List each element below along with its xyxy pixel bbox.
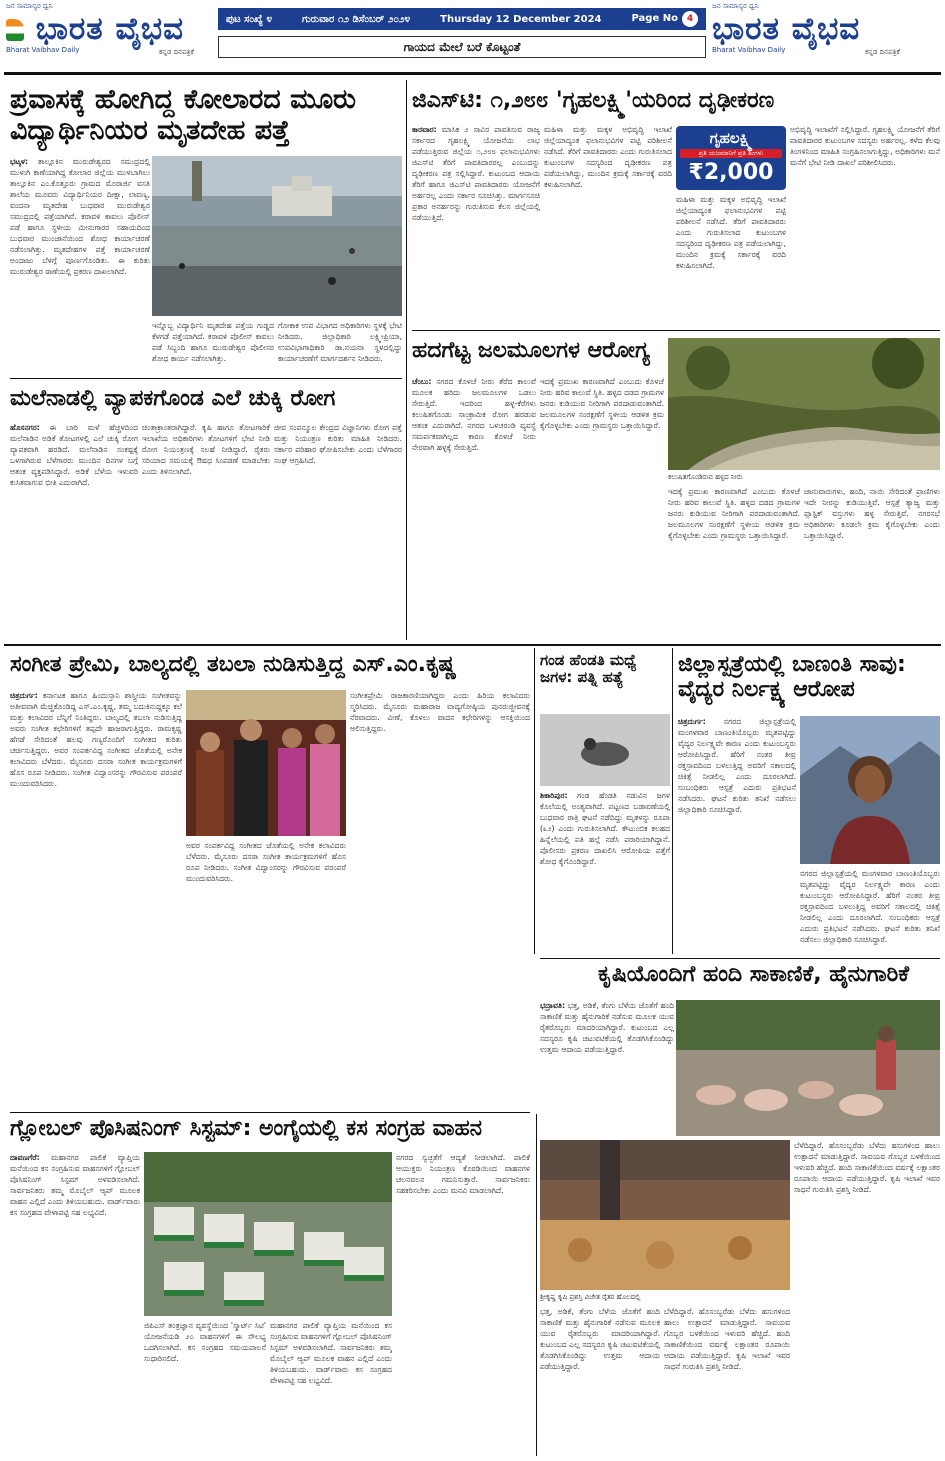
headline-musician: ಸಂಗೀತ ಪ್ರೇಮಿ, ಬಾಲ್ಯದಲ್ಲಿ ತಬಲಾ ನುಡಿಸುತ್ತಿದ್ದ ಎಸ್.ಎಂ.ಕೃಷ್ಣ — [10, 652, 457, 677]
promo-amount: ₹2,000 — [688, 160, 774, 185]
issue-metabar — [218, 8, 706, 30]
masthead-logo-right: ಜನ ಸಾಮಾನ್ಯರ ಧ್ವನಿ ಭಾರತ ವೈಭವ Bharat Vaibhav Daily ಕನ್ನಡ ದಿನಪತ್ರಿಕೆ — [712, 2, 900, 56]
article-body-water-2: ಇದಕ್ಕೆ ಪ್ರಮುಖ ಕಾರಣವಾಗಿದೆ ಎಂಬುದು ಕೊಳಚೆ ನೀರು ಹರಿವ ಕಾಲುವೆ ಸ್ಥಿತಿ. ಹಳ್ಳದ ದಡದ ಗ್ರಾಮಗಳ ಜನರು ಕುಡಿಯುವ ನೀರಿಗಾಗಿ ಪರದಾಡುವಂತಾಗಿದೆ. ಜಲಮೂಲಗಳ ಸಂರಕ್ಷಣೆಗೆ ಸ್ಥಳೀಯ ಆಡಳಿತ ಕ್ರಮ ಕೈಗೊಳ್ಳಬೇಕು ಎಂದು ಗ್ರಾಮಸ್ಥರು ಒತ್ತಾಯಿಸಿದ್ದಾರೆ. — [540, 377, 664, 430]
crime-scene-photo — [540, 714, 670, 786]
section-rule — [4, 644, 941, 646]
headline-gst: ಜಿಎಸ್‌ಟಿ: ೧,೨೮೮ 'ಗೃಹಲಕ್ಷ್ಮಿ'ಯರಿಂದ ದೃಢೀಕರಣ — [412, 88, 775, 113]
section-rule — [10, 378, 402, 379]
masthead-logo-left — [6, 4, 196, 62]
headline-malenadu: ಮಲೆನಾಡಲ್ಲಿ ವ್ಯಾಪಕಗೊಂಡ ಎಲೆ ಚುಕ್ಕಿ ರೋಗ — [10, 386, 336, 411]
article-body-hospital-2: ನಗರದ ಜಿಲ್ಲಾಸ್ಪತ್ರೆಯಲ್ಲಿ ಮಂಗಳವಾರ ಬಾಣಂತಿಯೊಬ್ಬರು ಮೃತಪಟ್ಟಿದ್ದು ವೈದ್ಯರ ನಿರ್ಲಕ್ಷ್ಯವೇ ಕಾರಣ ಎಂದು ಕುಟುಂಬಸ್ಥರು ಆರೋಪಿಸಿದ್ದಾರೆ. ಹೆರಿಗೆ ನಂತರ ತೀವ್ರ ರಕ್ತಸ್ರಾವದಿಂದ ಬಳಲುತ್ತಿದ್ದ ಅವರಿಗೆ ಸಕಾಲದಲ್ಲಿ ಚಿಕಿತ್ಸೆ ನೀಡಲಿಲ್ಲ ಎಂದು ದೂರಲಾಗಿದೆ. ಸಂಬಂಧಿಕರು ಆಸ್ಪತ್ರೆ ಎದುರು ಪ್ರತಿಭಟನೆ ನಡೆಸಿದರು. ಘಟನೆ ಕುರಿತು ತನಿಖೆ ನಡೆಸಲು ಜಿಲ್ಲಾಧಿಕಾರಿ ಸೂಚಿಸಿದ್ದಾರೆ. — [800, 869, 940, 944]
section-rule — [540, 958, 940, 959]
headline-pig: ಕೃಷಿಯೊಂದಿಗೆ ಹಂದಿ ಸಾಕಾಣಿಕೆ, ಹೈನುಗಾರಿಕೆ — [598, 962, 909, 987]
musician-photo — [186, 690, 346, 836]
article-body-malenadu: ಹೊಸನಗರ: ಈ ಬಾರಿ ಮಳೆ ಹೆಚ್ಚಳದಿಂದ ಮಲೆನಾಡಿನ ಅಡಿಕೆ ತೋಟಗಳಲ್ಲಿ ಎಲೆ ಚುಕ್ಕಿ ರೋಗ ವ್ಯಾಪಕವಾಗಿ ಹರಡಿದೆ. ಮಲೆನಾಡಿನ ಸಂಕಷ್ಟಕ್ಕೆ ಒಳಗಾಗಿರುವ ಬೆಳೆಗಾರರು ಮುಂದಿನ ದಿನಗಳ ಬಗ್ಗೆ ಆತಂಕ ವ್ಯಕ್ತಪಡಿಸಿದ್ದಾರೆ. ಅಡಿಕೆ ಬೆಳೆಯ ಇಳುವರಿ ಕುಸಿತವಾಗುವ ಭೀತಿ ಎದುರಾಗಿದೆ. — [10, 423, 138, 487]
article-body-gst-2: ಮಹಿಳಾ ಮತ್ತು ಮಕ್ಕಳ ಅಭಿವೃದ್ಧಿ ಇಲಾಖೆ ಜಿಲ್ಲೆಯಾದ್ಯಂತ ಫಲಾನುಭವಿಗಳ ಪಟ್ಟಿ ಪರಿಶೀಲನೆ ನಡೆಸಿದೆ. ತೆರಿಗೆ ಪಾವತಿದಾರರು ಎಂದು ಗುರುತಿಸಲಾದ ಕುಟುಂಬಗಳ ಸದಸ್ಯರಿಂದ ದೃಢೀಕರಣ ಪತ್ರ ಪಡೆಯಲಾಗಿದ್ದು, ಮುಂದಿನ ಕ್ರಮಕ್ಕೆ ಸರ್ಕಾರಕ್ಕೆ ವರದಿ ಕಳುಹಿಸಲಾಗಿದೆ. — [544, 125, 672, 189]
page-indicator: Page No 4 — [631, 11, 697, 27]
article-body-water-3a: ಇದಕ್ಕೆ ಪ್ರಮುಖ ಕಾರಣವಾಗಿದೆ ಎಂಬುದು ಕೊಳಚೆ ನೀರು ಹರಿವ ಕಾಲುವೆ ಸ್ಥಿತಿ. ಹಳ್ಳದ ದಡದ ಗ್ರಾಮಗಳ ಜನರು ಕುಡಿಯುವ ನೀರಿಗಾಗಿ ಪರದಾಡುವಂತಾಗಿದೆ. ಜಲಮೂಲಗಳ ಸಂರಕ್ಷಣೆಗೆ ಸ್ಥಳೀಯ ಆಡಳಿತ ಕ್ರಮ ಕೈಗೊಳ್ಳಬೇಕು ಎಂದು ಗ್ರಾಮಸ್ಥರು ಒತ್ತಾಯಿಸಿದ್ದಾರೆ. — [668, 487, 800, 540]
article-body-gst-3a: ಮಹಿಳಾ ಮತ್ತು ಮಕ್ಕಳ ಅಭಿವೃದ್ಧಿ ಇಲಾಖೆ ಜಿಲ್ಲೆಯಾದ್ಯಂತ ಫಲಾನುಭವಿಗಳ ಪಟ್ಟಿ ಪರಿಶೀಲನೆ ನಡೆಸಿದೆ. ತೆರಿಗೆ ಪಾವತಿದಾರರು ಎಂದು ಗುರುತಿಸಲಾದ ಕುಟುಂಬಗಳ ಸದಸ್ಯರಿಂದ ದೃಢೀಕರಣ ಪತ್ರ ಪಡೆಯಲಾಗಿದ್ದು, ಮುಂದಿನ ಕ್ರಮಕ್ಕೆ ಸರ್ಕಾರಕ್ಕೆ ವರದಿ ಕಳುಹಿಸಲಾಗಿದೆ. — [676, 195, 786, 270]
logo-region: ಕನ್ನಡ ದಿನಪತ್ರಿಕೆ — [158, 48, 194, 56]
headline-gps: ಗ್ಲೋಬಲ್ ಪೊಸಿಷನಿಂಗ್ ಸಿಸ್ಟಮ್: ಅಂಗೈಯಲ್ಲಿ ಕಸ ಸಂಗ್ರಹ ವಾಹನ — [10, 1116, 482, 1141]
article-body-water-3: ಜಾನುವಾರುಗಳು, ಹಂದಿ, ನಾಯಿ ಸೇರಿದಂತೆ ಪ್ರಾಣಿಗಳು ಇದೇ ನೀರನ್ನು ಕುಡಿಯುತ್ತಿವೆ. ಆಸ್ಪತ್ರೆ ತ್ಯಾಜ್ಯ ಮತ್ತು ಪ್ಲಾಸ್ಟಿಕ್ ವಸ್ತುಗಳು ಹಳ್ಳ ಸೇರುತ್ತಿವೆ. ನಗರಸಭೆ ಅಧಿಕಾರಿಗಳು ಕೂಡಲೇ ಕ್ರಮ ಕೈಗೊಳ್ಳಬೇಕು ಎಂದು ಒತ್ತಾಯಿಸಿದ್ದಾರೆ. — [804, 487, 940, 540]
article-body-gps-2: ಜಿಪಿಎಸ್ ತಂತ್ರಜ್ಞಾನ ವ್ಯವಸ್ಥೆಯಿಂದ 'ಸ್ಮಾರ್ಟ್ ಸಿಟಿ' ಯೋಜನೆಯಡಿ ೨೦ ವಾಹನಗಳಿಗೆ ಈ ಸೌಲಭ್ಯ ಒದಗಿಸಲಾಗಿದೆ. ಕಸ ಸಂಗ್ರಹದ ಸಮಯಪಾಲನೆ ಸುಧಾರಿಸಲಿದೆ. — [144, 1321, 266, 1363]
issue-label: ಪುಟ ಸಂಖ್ಯೆ ೪ — [226, 13, 273, 25]
article-body-water: ಚೆಂಬು: ಸಗರದ ಕೊಳಚೆ ನೀರು ತೆರೆದ ಕಾಲುವೆ ಮೂಲಕ ಹರಿದು ಜಲಮೂಲಗಳ ಒಡಲು ಸೇರುತ್ತಿದೆ. ಇದರಿಂದ ಹಳ್ಳ-ಕೆರೆಗಳು ಕಲುಷಿತಗೊಂಡು ಸಾಂಕ್ರಾಮಿಕ ರೋಗ ಹರಡುವ ಆತಂಕ ಎದುರಾಗಿದೆ. ನಗರದ ಒಳಚರಂಡಿ ವ್ಯವಸ್ಥೆ ಸಮರ್ಪಕವಾಗಿಲ್ಲದ ಕಾರಣ ಕೊಳಚೆ ನೀರು ನೇರವಾಗಿ ಹಳ್ಳಕ್ಕೆ ಸೇರುತ್ತಿದೆ. — [412, 377, 536, 452]
section-rule — [412, 330, 940, 331]
promo-title: ಗೃಹಲಕ್ಷ್ಮಿ — [709, 129, 753, 147]
column-divider — [536, 1114, 537, 1456]
article-body-kolar-2: ಇನ್ನೊಬ್ಬ ವಿದ್ಯಾರ್ಥಿನಿ ಮೃತದೇಹ ಪತ್ತೆಯ ಗುಡ್ಡದ ಕೆಳಗಡೆ ಪತ್ತೆಯಾಗಿದೆ. ಕರಾವಳಿ ಪೊಲೀಸ್ ಕಾವಲು ಪಡೆ ಸಿಬ್ಬಂದಿ ಹಾಗೂ ಮುರುಡೇಶ್ವರ ಪೊಲೀಸರ ಶೋಧ ಕಾರ್ಯ ನಡೆಸಲಾಗಿತ್ತು. — [152, 321, 274, 363]
article-body-pig-2: ಭತ್ತ, ಅಡಿಕೆ, ತೆಂಗು ಬೆಳೆಯ ಜೊತೆಗೆ ಹಂದಿ ಸಾಕಾಣಿಕೆ ಮತ್ತು ಹೈನುಗಾರಿಕೆ ನಡೆಸುವ ಮೂಲಕ ಯುವ ರೈತರೊಬ್ಬರು ಮಾದರಿಯಾಗಿದ್ದಾರೆ. ಕುಟುಂಬದ ಎಲ್ಲ ಸದಸ್ಯರೂ ಕೃಷಿ ಚಟುವಟಿಕೆಯಲ್ಲಿ ತೊಡಗಿಸಿಕೊಂಡಿದ್ದು ಉತ್ತಮ ಆದಾಯ ಪಡೆಯುತ್ತಿದ್ದಾರೆ. — [540, 1307, 660, 1371]
column-divider — [534, 648, 535, 954]
logo-title: ಭಾರತ ವೈಭವ — [6, 11, 196, 48]
article-body-musician-2: ಅವರ ಸಂಪರ್ಕವಿದ್ದ ಸಂಗೀತದ ಜೊತೆಯಲ್ಲಿ ಅನೇಕ ಕಲಾವಿದರು ಬೆಳೆದರು. ಮೈಸೂರು ದಸರಾ ಸಂಗೀತ ಕಾರ್ಯಕ್ರಮಗಳಿಗೆ ಹೊಸ ರೂಪ ನೀಡಿದರು. ಸಂಗೀತ ವಿದ್ವಾಂಸರನ್ನು ಗೌರವಿಸುವ ಪರಂಪರೆ ಮುಂದುವರಿಸಿದರು. — [186, 841, 346, 883]
headline-kolar: ಪ್ರವಾಸಕ್ಕೆ ಹೋಗಿದ್ದ ಕೋಲಾರದ ಮೂರು ವಿದ್ಯಾರ್ಥಿನಿಯರ ಮೃತದೇಹ ಪತ್ತೆ — [10, 84, 356, 147]
article-body-gps: ದಾವಣಗೆರೆ: ಮಹಾನಗರ ಪಾಲಿಕೆ ವ್ಯಾಪ್ತಿಯ ಮನೆಯಿಂದ ಕಸ ಸಂಗ್ರಹಿಸುವ ವಾಹನಗಳಿಗೆ ಗ್ಲೋಬಲ್ ಪೊಸಿಷನಿಂಗ್ ಸಿಸ್ಟಮ್ ಅಳವಡಿಸಲಾಗಿದೆ. ಸಾರ್ವಜನಿಕರು ತಮ್ಮ ಮೊಬೈಲ್ ಆ್ಯಪ್ ಮೂಲಕ ವಾಹನ ಎಲ್ಲಿದೆ ಎಂದು ತಿಳಿಯಬಹುದು. ವಾರ್ಡ್‌ವಾರು ಕಸ ಸಂಗ್ರಹದ ವೇಳಾಪಟ್ಟಿ ಸಹ ಲಭ್ಯವಿದೆ. — [10, 1153, 140, 1217]
headline-hospital: ಜಿಲ್ಲಾಸ್ಪತ್ರೆಯಲ್ಲಿ ಬಾಣಂತಿ ಸಾವು: ವೈದ್ಯರ ನಿರ್ಲಕ್ಷ್ಯ ಆರೋಪ — [678, 652, 906, 703]
woman-portrait — [800, 716, 940, 864]
caption-water: ಕಲುಷಿತಗೊಂಡಿರುವ ಹಳ್ಳದ ನೀರು — [668, 473, 743, 481]
stream-photo — [668, 338, 940, 470]
headline-water: ಹದಗೆಟ್ಟ ಜಲಮೂಲಗಳ ಆರೋಗ್ಯ — [412, 338, 650, 363]
gruhalakshmi-promo — [676, 126, 786, 190]
column-divider — [672, 648, 673, 954]
caption-pig: ಶ್ರೀಕೃಷ್ಣ ಕೃಷಿ ಪ್ರಶಸ್ತಿ ವಿಜೇತ ರೈತರ ಹೊಲದಲ್ಲಿ — [540, 1293, 641, 1301]
masthead-rule — [4, 72, 941, 75]
article-body-malenadu-2: ಚಿಂತಾಕ್ರಾಂತರಾಗಿದ್ದಾರೆ. ಕೃಷಿ ಹಾಗೂ ತೋಟಗಾರಿಕೆ ಇಲಾಖೆಯ ಅಧಿಕಾರಿಗಳು ತೋಟಗಳಿಗೆ ಭೇಟಿ ನೀಡಿ ರೋಗ ನಿಯಂತ್ರಣಕ್ಕೆ ಸಲಹೆ ನೀಡಿದ್ದಾರೆ. ರೈತರು ಸರಿಯಾದ ಸಮಯಕ್ಕೆ ಔಷಧ ಸಿಂಪಡಣೆ ಮಾಡಬೇಕು ಎಂದು ತಿಳಿಸಲಾಗಿದೆ. — [142, 423, 270, 476]
article-body-gst: ಕಾರವಾರ: ಮಾಸಿಕ ೨ ಸಾವಿರ ಪಾವತಿಸುವ ರಾಜ್ಯ ಸರ್ಕಾರದ ಗೃಹಲಕ್ಷ್ಮಿ ಯೋಜನೆಯ ಲಾಭ ಪಡೆಯುತ್ತಿರುವ ಜಿಲ್ಲೆಯ ೧,೨೮೮ ಫಲಾನುಭವಿಗಳು ಜಿಎಸ್‌ಟಿ ತೆರಿಗೆ ಪಾವತಿದಾರರಲ್ಲ ಎಂಬುದನ್ನು ದೃಢೀಕರಣ ಪತ್ರ ಸಲ್ಲಿಸಿದ್ದಾರೆ. ಕುಟುಂಬದ ಆದಾಯ ತೆರಿಗೆ ಹಾಗೂ ಜಿಎಸ್‌ಟಿ ಪಾವತಿದಾರರು ಯೋಜನೆಗೆ ಅರ್ಹರಲ್ಲ ಎಂದು ಸರ್ಕಾರ ಸೂಚಿಸಿತ್ತು. ಮಾರ್ಗಸೂಚಿ ಪ್ರಕಾರ ಅನರ್ಹರನ್ನು ಗುರುತಿಸುವ ಕೆಲಸ ಜಿಲ್ಲೆಯಲ್ಲಿ ನಡೆಯುತ್ತಿದೆ. — [412, 125, 540, 222]
article-body-musician-3: ಸಂಗೀತಪ್ರೇಮಿ ರಾಜಕಾರಣಿಯಾಗಿದ್ದರು ಎಂದು ಹಿರಿಯ ಕಲಾವಿದರು ಸ್ಮರಿಸಿದರು. ಮೈಸೂರು ಮಹಾರಾಜ ವಾದ್ಯಗೋಷ್ಠಿಯ ಪುನರುಜ್ಜೀವನಕ್ಕೆ ನೆರವಾದರು. ವೀಣೆ, ಕೊಳಲು ವಾದನ ಕಛೇರಿಗಳನ್ನು ಆಸಕ್ತಿಯಿಂದ ಆಲಿಸುತ್ತಿದ್ದರು. — [350, 691, 530, 733]
pig-farm-photo — [676, 1000, 940, 1136]
section-rule — [10, 1112, 530, 1113]
article-body-kolar: ಭಟ್ಕಳ: ತಾಲ್ಲೂಕಿನ ಮುರುಡೇಶ್ವರದ ಸಮುದ್ರದಲ್ಲಿ ಮುಳುಗಿ ಕಾಣೆಯಾಗಿದ್ದ ಕೋಲಾರ ಜಿಲ್ಲೆಯ ಮುಳಬಾಗಿಲು ತಾಲ್ಲೂಕಿನ ಎಂ.ಕೊತ್ತೂರು ಗ್ರಾಮದ ಮೊರಾರ್ಜಿ ವಸತಿ ಶಾಲೆಯ ಮೂವರು ವಿದ್ಯಾರ್ಥಿನಿಯರ ದೀಕ್ಷಾ, ಲಾವಣ್ಯ, ವಂದನಾ ಮೃತದೇಹ ಬುಧವಾರ ಮುರುಡೇಶ್ವರ ಸಮುದ್ರದಲ್ಲಿ ಪತ್ತೆಯಾಗಿವೆ. ಕರಾವಳಿ ಕಾವಲು ಪೊಲೀಸ್ ಪಡೆ ಹಾಗೂ ಸ್ಥಳೀಯ ಮೀನುಗಾರರ ಸಹಾಯದಿಂದ ಬುಧವಾರ ಮುಂಜಾನೆಯಿಂದ ಶೋಧ ಕಾರ್ಯಾಚರಣೆ ನಡೆಸಲಾಗಿತ್ತು. ಮೃತದೇಹಗಳ ಪತ್ತೆ ಕಾರ್ಯಾಚರಣೆ ಅಂದಾಜು ಬೆಳಿಗ್ಗೆ ಪೂರ್ಣಗೊಂಡಿತು. ಈ ಕುರಿತು ಮುರುಡೇಶ್ವರ ಠಾಣೆಯಲ್ಲಿ ಪ್ರಕರಣ ದಾಖಲಾಗಿದೆ. — [10, 157, 150, 276]
article-body-pig-4: ಬೆಳೆದಿದ್ದಾರೆ. ಹೊಸಂಬ್ಬರೆಡು ಬೆಳೆದು ಹಸುಗಳಿಂದ ಹಾಲು ಉತ್ಪಾದನೆ ಮಾಡುತ್ತಿದ್ದಾರೆ. ಸಾವಯವ ಗೊಬ್ಬರ ಬಳಕೆಯಿಂದ ಇಳುವರಿ ಹೆಚ್ಚಿದೆ. ಹಂದಿ ಸಾಕಾಣಿಕೆಯಿಂದ ವರ್ಷಕ್ಕೆ ಲಕ್ಷಾಂತರ ರೂಪಾಯಿ ಆದಾಯ ಪಡೆಯುತ್ತಿದ್ದಾರೆ. ಕೃಷಿ ಇಲಾಖೆ ಇವರ ಸಾಧನೆ ಗುರುತಿಸಿ ಪ್ರಶಸ್ತಿ ನೀಡಿದೆ. — [794, 1141, 940, 1194]
article-body-kolar-3: ಗೋಕಾಕ ಉಪ ವಿಭಾಗದ ಅಧಿಕಾರಿಗಳು ಸ್ಥಳಕ್ಕೆ ಭೇಟಿ ನೀಡಿದರು. ಜಿಲ್ಲಾಧಿಕಾರಿ ಲಕ್ಷ್ಮೀಪ್ರಿಯಾ, ಉಪವಿಭಾಗಾಧಿಕಾರಿ ಡಾ.ನಯನಾ ಸ್ಥಳದಲ್ಲಿದ್ದು ಕಾರ್ಯಾಚರಣೆಗೆ ಮಾರ್ಗದರ್ಶನ ನೀಡಿದರು. — [278, 321, 402, 363]
beach-photo — [152, 156, 402, 316]
article-body-gps-4: ಮಹಾನಗರ ಪಾಲಿಕೆ ವ್ಯಾಪ್ತಿಯ ಮನೆಯಿಂದ ಕಸ ಸಂಗ್ರಹಿಸುವ ವಾಹನಗಳಿಗೆ ಗ್ಲೋಬಲ್ ಪೊಸಿಷನಿಂಗ್ ಸಿಸ್ಟಮ್ ಅಳವಡಿಸಲಾಗಿದೆ. ಸಾರ್ವಜನಿಕರು ತಮ್ಮ ಮೊಬೈಲ್ ಆ್ಯಪ್ ಮೂಲಕ ವಾಹನ ಎಲ್ಲಿದೆ ಎಂದು ತಿಳಿಯಬಹುದು. ವಾರ್ಡ್‌ವಾರು ಕಸ ಸಂಗ್ರಹದ ವೇಳಾಪಟ್ಟಿ ಸಹ ಲಭ್ಯವಿದೆ. — [270, 1321, 392, 1385]
article-body-gps-3: ನಗರದ ಸ್ವಚ್ಛತೆಗೆ ಆದ್ಯತೆ ನೀಡಲಾಗಿದೆ. ಪಾಲಿಕೆ ಆಯುಕ್ತರು ನಿಯಂತ್ರಣ ಕೊಠಡಿಯಿಂದ ವಾಹನಗಳ ಚಲನವಲನ ಗಮನಿಸುತ್ತಾರೆ. ಸಾರ್ವಜನಿಕರು ಸಹಕರಿಸಬೇಕು ಎಂದು ಮನವಿ ಮಾಡಲಾಗಿದೆ. — [396, 1153, 530, 1195]
date-kannada: ಗುರುವಾರ ೧೨ ಡಿಸೆಂಬರ್ ೨೦೨೪ — [302, 13, 411, 25]
logo-sub: Bharat Vaibhav Daily — [6, 46, 80, 54]
date-english: Thursday 12 December 2024 — [440, 13, 602, 25]
logo-tagline: ಜನ ಸಾಮಾನ್ಯರ ಧ್ವನಿ — [6, 2, 53, 10]
column-divider — [406, 80, 407, 640]
article-body-hospital: ಚಿತ್ರದುರ್ಗ: ನಗರದ ಜಿಲ್ಲಾಸ್ಪತ್ರೆಯಲ್ಲಿ ಮಂಗಳವಾರ ಬಾಣಂತಿಯೊಬ್ಬರು ಮೃತಪಟ್ಟಿದ್ದು ವೈದ್ಯರ ನಿರ್ಲಕ್ಷ್ಯವೇ ಕಾರಣ ಎಂದು ಕುಟುಂಬಸ್ಥರು ಆರೋಪಿಸಿದ್ದಾರೆ. ಹೆರಿಗೆ ನಂತರ ತೀವ್ರ ರಕ್ತಸ್ರಾವದಿಂದ ಬಳಲುತ್ತಿದ್ದ ಅವರಿಗೆ ಸಕಾಲದಲ್ಲಿ ಚಿಕಿತ್ಸೆ ನೀಡಲಿಲ್ಲ ಎಂದು ದೂರಲಾಗಿದೆ. ಸಂಬಂಧಿಕರು ಆಸ್ಪತ್ರೆ ಎದುರು ಪ್ರತಿಭಟನೆ ನಡೆಸಿದರು. ಘಟನೆ ಕುರಿತು ತನಿಖೆ ನಡೆಸಲು ಜಿಲ್ಲಾಧಿಕಾರಿ ಸೂಚಿಸಿದ್ದಾರೆ. — [678, 717, 796, 814]
article-body-musician: ಚಿತ್ರದುರ್ಗ: ಕರ್ನಾಟಕ ಹಾಗೂ ಹಿಂದುಸ್ತಾನಿ ಶಾಸ್ತ್ರೀಯ ಸಂಗೀತವನ್ನು ಅತೀವವಾಗಿ ಮೆಚ್ಚಿಕೊಂಡಿದ್ದ ಎಸ್.ಎಂ.ಕೃಷ್ಣ, ತಮ್ಮ ಬದುಕಿನುದ್ದಕ್ಕೂ ಕಲೆ ಮತ್ತು ಕಲಾವಿದರ ಬೆನ್ನಿಗೆ ನಿಂತಿದ್ದರು. ಬಾಲ್ಯದಲ್ಲಿ ತಬಲಾ ನುಡಿಸುತ್ತಿದ್ದ ಅವರು ಸಂಗೀತ ಕಛೇರಿಗಳಿಗೆ ತಪ್ಪದೇ ಹಾಜರಾಗುತ್ತಿದ್ದರು. ರಾಮಕೃಷ್ಣ ಹೆಗಡೆ ಸೇರಿದಂತೆ ಹಲವು ಗಣ್ಯರೊಂದಿಗೆ ಸಂಗೀತದ ಕುರಿತು ಚರ್ಚಿಸುತ್ತಿದ್ದರು. ಅವರ ಸಂಪರ್ಕವಿದ್ದ ಸಂಗೀತದ ಜೊತೆಯಲ್ಲಿ ಅನೇಕ ಕಲಾವಿದರು ಬೆಳೆದರು. ಮೈಸೂರು ದಸರಾ ಸಂಗೀತ ಕಾರ್ಯಕ್ರಮಗಳಿಗೆ ಹೊಸ ರೂಪ ನೀಡಿದರು. ಸಂಗೀತ ವಿದ್ವಾಂಸರನ್ನು ಗೌರವಿಸುವ ಪರಂಪರೆ ಮುಂದುವರಿಸಿದರು. — [10, 691, 182, 788]
article-body-ganda: ಶಿಕಾರಿಪುರ: ಗಂಡ ಹೆಂಡತಿ ನಡುವಿನ ಜಗಳ ಕೊಲೆಯಲ್ಲಿ ಅಂತ್ಯವಾಗಿದೆ. ಪಟ್ಟಣದ ಬಡಾವಣೆಯಲ್ಲಿ ಬುಧವಾರ ರಾತ್ರಿ ಘಟನೆ ನಡೆದಿದ್ದು ಮೃತಳನ್ನು ರೂಪಾ (೩೨) ಎಂದು ಗುರುತಿಸಲಾಗಿದೆ. ಕೌಟುಂಬಿಕ ಕಲಹದ ಹಿನ್ನೆಲೆಯಲ್ಲಿ ಪತಿ ಹಲ್ಲೆ ನಡೆಸಿ ಪರಾರಿಯಾಗಿದ್ದಾನೆ. ಪೊಲೀಸರು ಪ್ರಕರಣ ದಾಖಲಿಸಿ ಆರೋಪಿಯ ಪತ್ತೆಗೆ ಶೋಧ ಕೈಗೊಂಡಿದ್ದಾರೆ. — [540, 791, 670, 866]
article-body-malenadu-3: ಜೀವ ಸಂಪನ್ಮೂಲ ಕೇಂದ್ರದ ವಿಜ್ಞಾನಿಗಳು ರೋಗ ಪತ್ತೆ ಮತ್ತು ನಿಯಂತ್ರಣ ಕುರಿತು ಮಾಹಿತಿ ನೀಡಿದರು. ಸರ್ಕಾರ ಪರಿಹಾರ ಘೋಷಿಸಬೇಕು ಎಂದು ಬೆಳೆಗಾರರ ಸಂಘ ಆಗ್ರಹಿಸಿದೆ. — [274, 423, 402, 465]
article-body-gst-3: ಅಭಿವೃದ್ಧಿ ಇಲಾಖೆಗೆ ಸಲ್ಲಿಸಿದ್ದಾರೆ. ಗೃಹಲಕ್ಷ್ಮಿ ಯೋಜನೆಗೆ ತೆರಿಗೆ ಪಾವತಿದಾರರ ಕುಟುಂಬಗಳ ಸದಸ್ಯರು ಅರ್ಹರಲ್ಲ. ಕಳೆದ ಕೆಲವು ತಿಂಗಳಿನಿಂದ ಮಾಹಿತಿ ಸಂಗ್ರಹಿಸಲಾಗುತ್ತಿದ್ದು, ಅಧಿಕಾರಿಗಳು ಮನೆ ಮನೆಗೆ ಭೇಟಿ ನೀಡಿ ದಾಖಲೆ ಪರಿಶೀಲಿಸಿದರು. — [790, 125, 940, 167]
promo-sub: ಪ್ರತಿ ಯಜಮಾನಿಗೆ ಪ್ರತಿ ತಿಂಗಳು — [680, 149, 782, 158]
tagline-bar: ಗಾಯದ ಮೇಲೆ ಬರೆ ಕೊಟ್ಟಂತೆ — [218, 36, 706, 58]
flag-icon — [6, 19, 24, 41]
farm-produce-photo — [540, 1140, 790, 1290]
article-body-pig: ಭದ್ರಾವತಿ: ಭತ್ತ, ಅಡಿಕೆ, ತೆಂಗು ಬೆಳೆಯ ಜೊತೆಗೆ ಹಂದಿ ಸಾಕಾಣಿಕೆ ಮತ್ತು ಹೈನುಗಾರಿಕೆ ನಡೆಸುವ ಮೂಲಕ ಯುವ ರೈತರೊಬ್ಬರು ಮಾದರಿಯಾಗಿದ್ದಾರೆ. ಕುಟುಂಬದ ಎಲ್ಲ ಸದಸ್ಯರೂ ಕೃಷಿ ಚಟುವಟಿಕೆಯಲ್ಲಿ ತೊಡಗಿಸಿಕೊಂಡಿದ್ದು ಉತ್ತಮ ಆದಾಯ ಪಡೆಯುತ್ತಿದ್ದಾರೆ. — [540, 1001, 674, 1054]
article-body-pig-3: ಬೆಳೆದಿದ್ದಾರೆ. ಹೊಸಂಬ್ಬರೆಡು ಬೆಳೆದು ಹಸುಗಳಿಂದ ಹಾಲು ಉತ್ಪಾದನೆ ಮಾಡುತ್ತಿದ್ದಾರೆ. ಸಾವಯವ ಗೊಬ್ಬರ ಬಳಕೆಯಿಂದ ಇಳುವರಿ ಹೆಚ್ಚಿದೆ. ಹಂದಿ ಸಾಕಾಣಿಕೆಯಿಂದ ವರ್ಷಕ್ಕೆ ಲಕ್ಷಾಂತರ ರೂಪಾಯಿ ಆದಾಯ ಪಡೆಯುತ್ತಿದ್ದಾರೆ. ಕೃಷಿ ಇಲಾಖೆ ಇವರ ಸಾಧನೆ ಗುರುತಿಸಿ ಪ್ರಶಸ್ತಿ ನೀಡಿದೆ. — [664, 1307, 790, 1371]
garbage-trucks-photo — [144, 1152, 392, 1316]
headline-ganda: ಗಂಡ ಹೆಂಡತಿ ಮಧ್ಯೆ ಜಗಳ: ಪತ್ನಿ ಹತ್ಯೆ — [540, 651, 637, 687]
